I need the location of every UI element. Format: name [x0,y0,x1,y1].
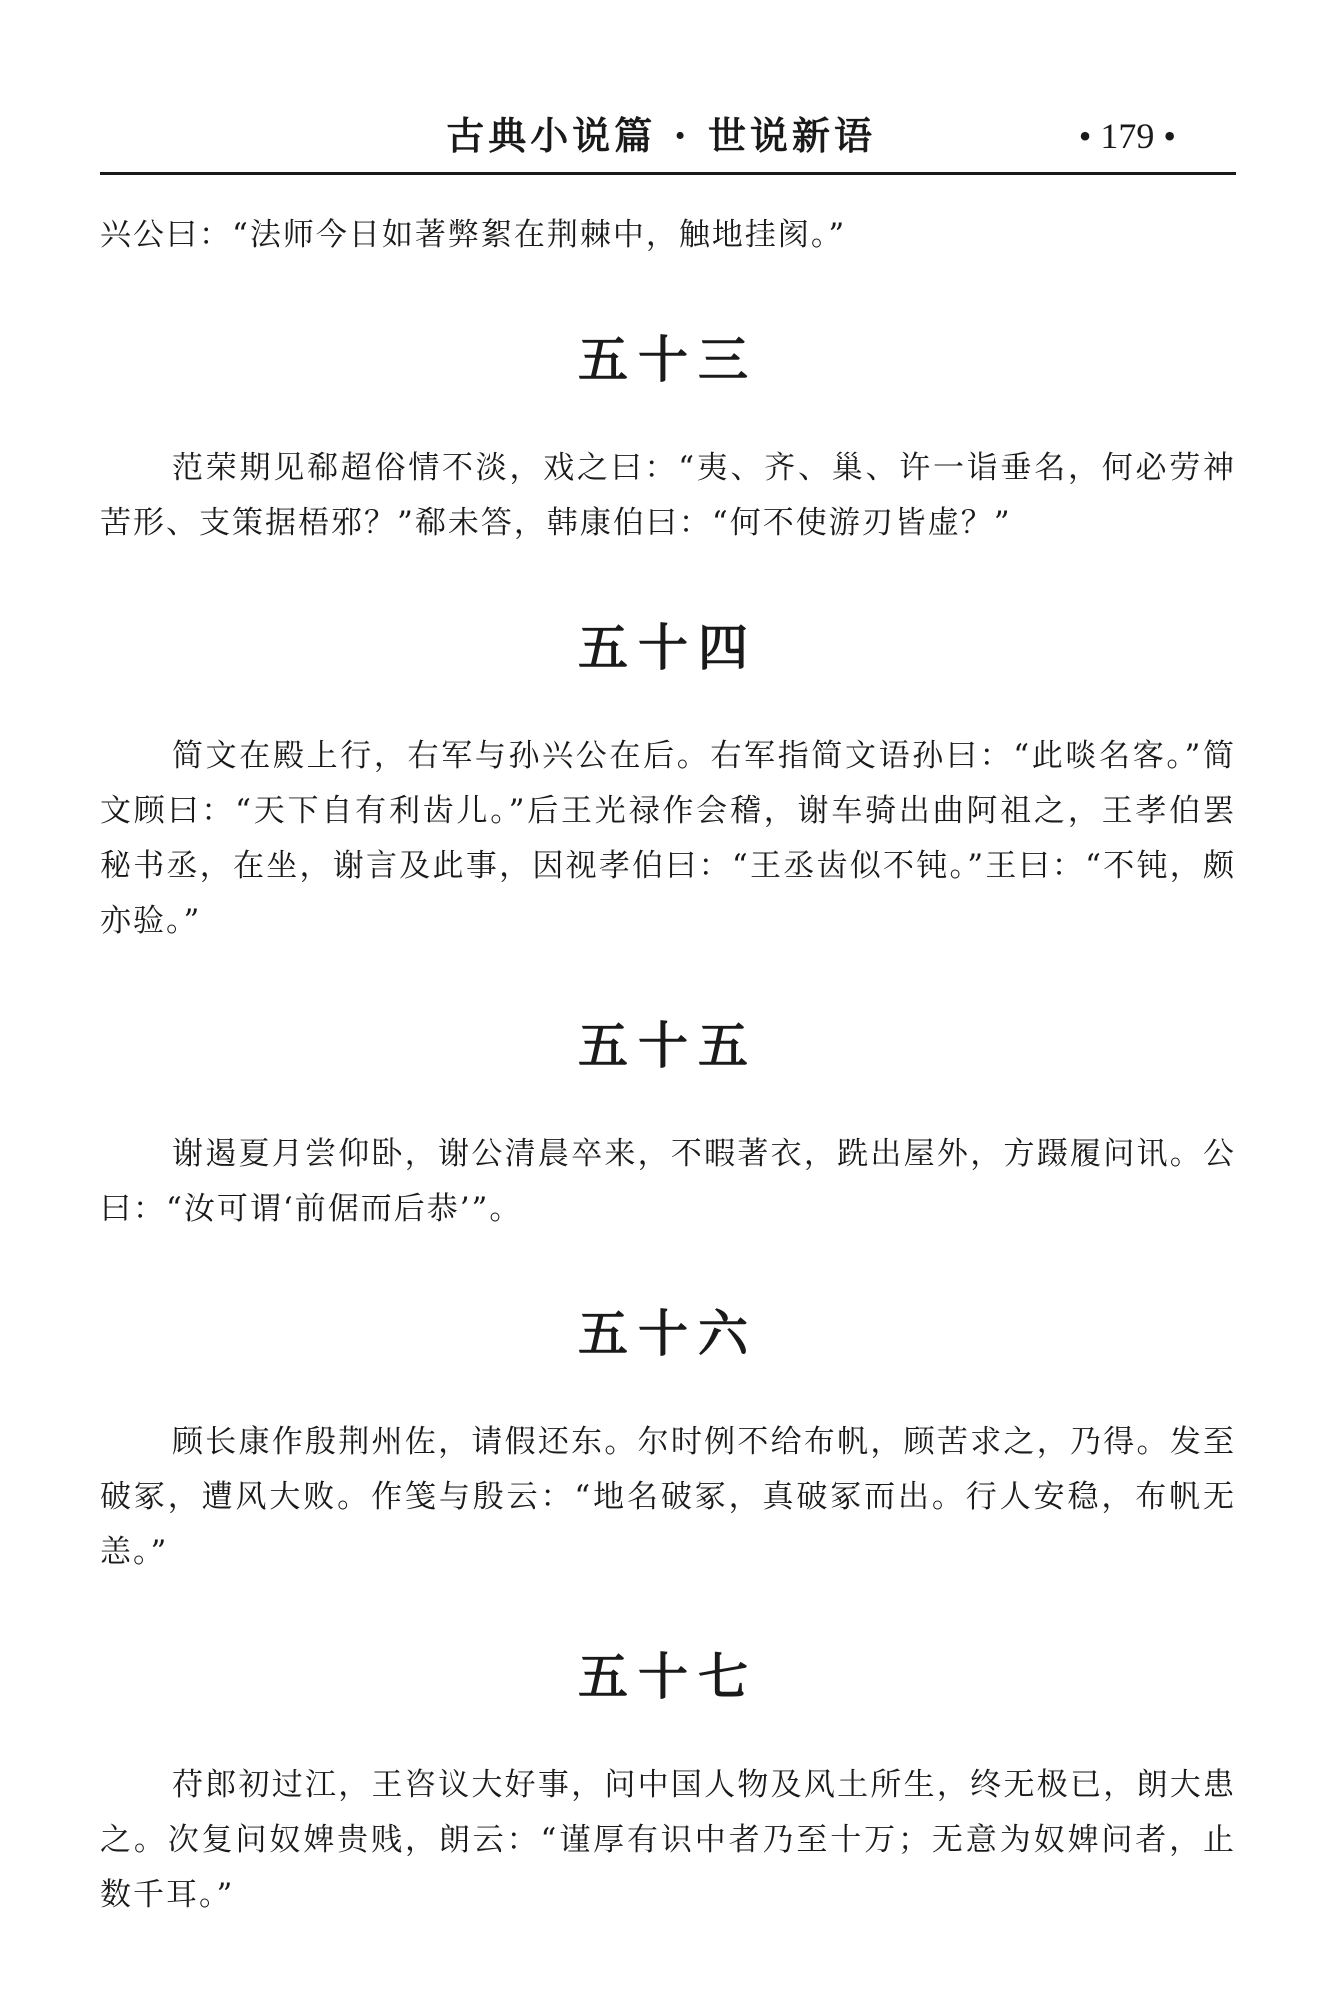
page-header [100,110,1236,175]
section-53 [100,325,1236,551]
section-heading: 五十三 [578,331,758,389]
page-body [100,208,1236,1923]
page-number: • 179 • [1078,116,1176,156]
section-56 [100,1299,1236,1580]
section-paragraph: 顾长康作殷荆州佐，请假还东。尔时例不给布帆，顾苦求之，乃得。发至破冢，遭风大败。作笺与殷云：“地名破冢，真破冢而出。行人安稳，布帆无恙。” [100,1424,1236,1570]
section-heading: 五十四 [578,619,758,677]
section-paragraph: 谢遏夏月尝仰卧，谢公清晨卒来，不暇著衣，跣出屋外，方蹑履问讯。公曰：“汝可谓‘前倨而后恭’”。 [100,1136,1236,1227]
section-55 [100,1011,1236,1237]
section-paragraph: 简文在殿上行，右军与孙兴公在后。右军指简文语孙曰：“此啖名客。”简文顾曰：“天下自有利齿儿。”后王光禄作会稽，谢车骑出曲阿祖之，王孝伯罢秘书丞，在坐，谢言及此事，因视孝伯曰：“王丞齿似不钝。”王曰：“不钝，颇亦验。” [100,738,1236,939]
running-title: 古典小说篇 · 世说新语 [446,113,876,158]
section-paragraph: 范荣期见郗超俗情不淡，戏之曰：“夷、齐、巢、许一诣垂名，何必劳神苦形、支策据梧邪？”郗未答，韩康伯曰：“何不使游刃皆虚？” [100,450,1236,541]
section-heading: 五十五 [578,1017,758,1075]
section-54 [100,613,1236,949]
section-heading: 五十七 [578,1648,758,1706]
section-57 [100,1642,1236,1923]
lead-paragraph: 兴公曰：“法师今日如著弊絮在荆棘中，触地挂阂。” [100,217,847,253]
section-paragraph: 苻郎初过江，王咨议大好事，问中国人物及风土所生，终无极已，朗大患之。次复问奴婢贵贱，朗云：“谨厚有识中者乃至十万；无意为奴婢问者，止数千耳。” [100,1767,1236,1913]
section-heading: 五十六 [578,1305,758,1363]
